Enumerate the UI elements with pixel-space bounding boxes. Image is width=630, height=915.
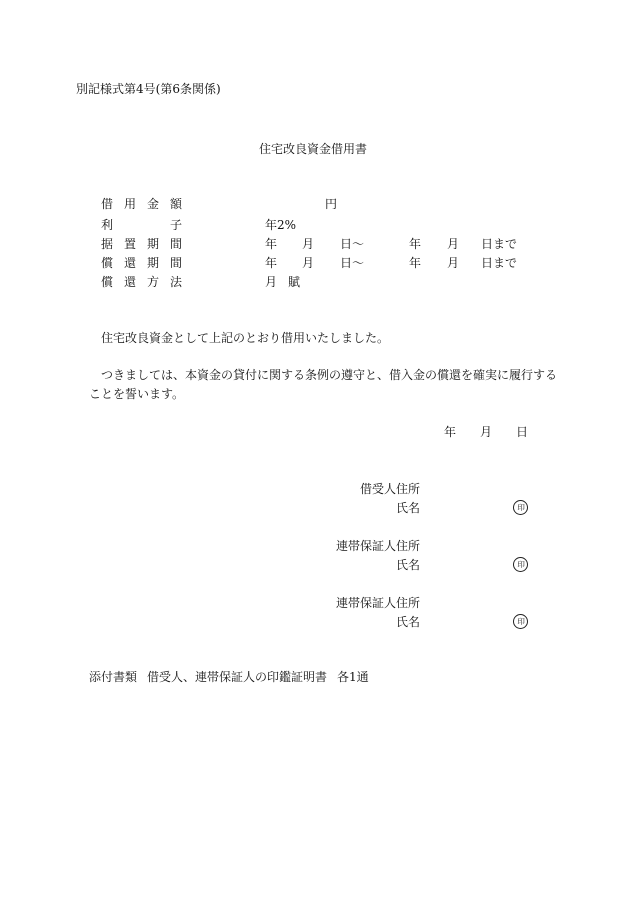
borrower-address-label: 借受人住所 [360, 482, 421, 496]
deferment-label-3: 期 [147, 237, 160, 251]
page-title: 住宅改良資金借用書 [259, 142, 368, 156]
repayment-from-year: 年 [265, 256, 278, 270]
repayment-from-month: 月 [302, 256, 315, 270]
loan-amount-unit: 円 [325, 197, 338, 211]
repayment-to-day: 日まで [481, 256, 518, 270]
repayment-period-label-2: 還 [124, 256, 137, 270]
repayment-to-month: 月 [447, 256, 460, 270]
loan-amount-label-1: 借 [101, 197, 114, 211]
attachments-label: 添付書類 [89, 670, 138, 684]
deferment-from-month: 月 [302, 237, 315, 251]
body-paragraph-1: 住宅改良資金として上記のとおり借用いたしました。 [101, 331, 390, 345]
loan-amount-label-3: 金 [147, 197, 160, 211]
guarantor-1-name-label: 氏名 [396, 558, 421, 572]
loan-amount-label-2: 用 [124, 197, 137, 211]
repayment-period-label-3: 期 [147, 256, 160, 270]
interest-label-1: 利 [101, 218, 114, 232]
interest-label-2: 子 [170, 218, 183, 232]
guarantor-2-name-label: 氏名 [396, 615, 421, 629]
repayment-method-value-1: 月 [265, 275, 278, 289]
repayment-method-value-2: 賦 [288, 275, 301, 289]
deferment-label-2: 置 [124, 237, 137, 251]
repayment-method-label-1: 償 [101, 275, 114, 289]
guarantor-2-seal-icon: 印 [513, 614, 528, 629]
loan-amount-label-4: 額 [170, 197, 183, 211]
deferment-label-4: 間 [170, 237, 183, 251]
date-month: 月 [480, 425, 493, 439]
deferment-to-day: 日まで [481, 237, 518, 251]
attachments-text: 借受人、連帯保証人の印鑑証明書 [147, 670, 328, 684]
guarantor-1-seal-icon: 印 [513, 557, 528, 572]
borrower-name-label: 氏名 [396, 501, 421, 515]
repayment-to-year: 年 [409, 256, 422, 270]
repayment-from-day: 日〜 [340, 256, 365, 270]
date-day: 日 [516, 425, 529, 439]
repayment-method-label-4: 法 [170, 275, 183, 289]
guarantor-2-address-label: 連帯保証人住所 [336, 596, 421, 610]
borrower-seal-icon: 印 [513, 500, 528, 515]
deferment-from-day: 日〜 [340, 237, 365, 251]
body-paragraph-2-line-1: つきましては、本資金の貸付に関する条例の遵守と、借入金の償還を確実に履行する [101, 368, 558, 382]
repayment-method-label-2: 還 [124, 275, 137, 289]
repayment-period-label-1: 償 [101, 256, 114, 270]
repayment-period-label-4: 間 [170, 256, 183, 270]
repayment-method-label-3: 方 [147, 275, 160, 289]
deferment-to-year: 年 [409, 237, 422, 251]
attachments-count: 各1通 [337, 670, 369, 684]
deferment-label-1: 据 [101, 237, 114, 251]
form-number: 別記様式第4号(第6条関係) [76, 82, 221, 96]
guarantor-1-address-label: 連帯保証人住所 [336, 539, 421, 553]
deferment-from-year: 年 [265, 237, 278, 251]
interest-value: 年2% [265, 218, 297, 232]
body-paragraph-2-line-2: ことを誓います。 [89, 387, 185, 401]
date-year: 年 [444, 425, 457, 439]
deferment-to-month: 月 [447, 237, 460, 251]
